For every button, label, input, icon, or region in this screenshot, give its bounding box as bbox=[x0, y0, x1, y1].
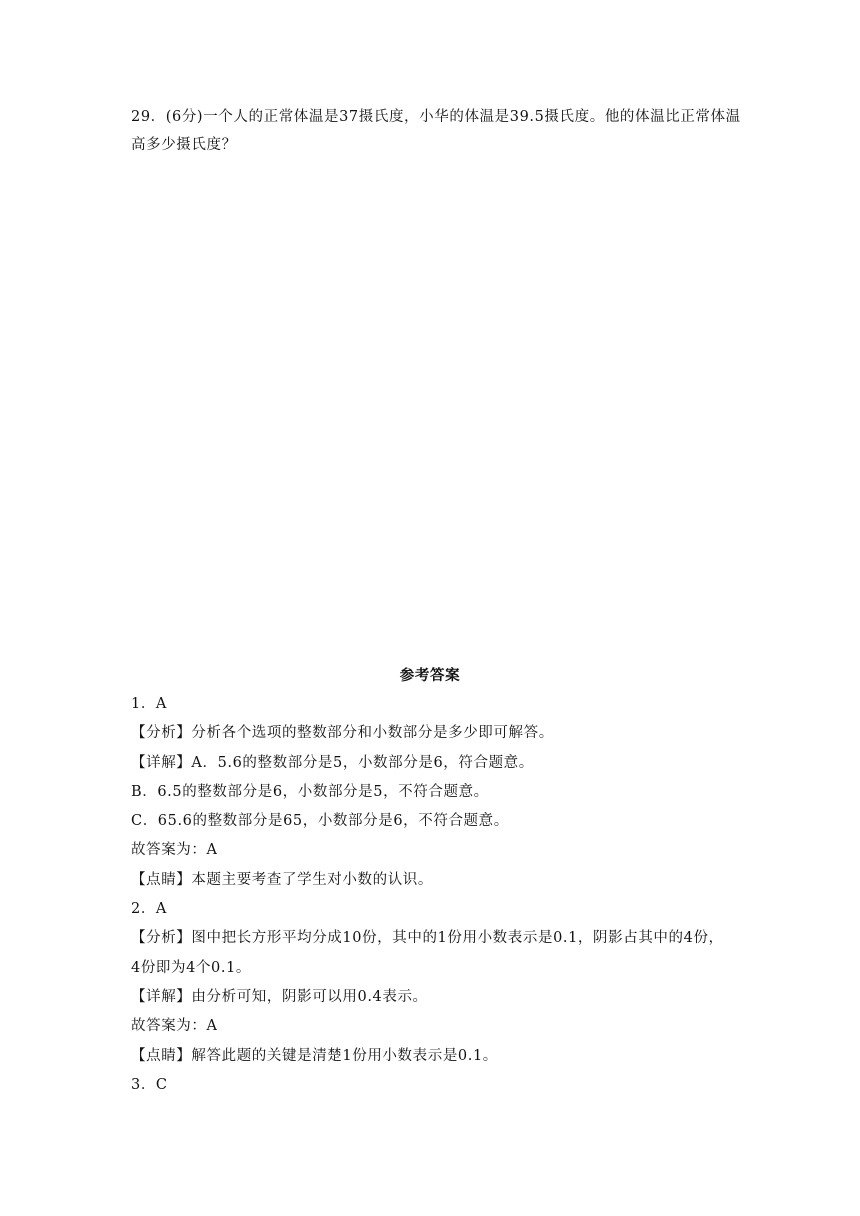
answer-line: 【分析】图中把长方形平均分成10份，其中的1份用小数表示是0.1，阴影占其中的4份， bbox=[131, 930, 724, 947]
answer-line: 【分析】分析各个选项的整数部分和小数部分是多少即可解答。 bbox=[131, 725, 554, 742]
answer-line: 【点睛】解答此题的关键是清楚1份用小数表示是0.1。 bbox=[131, 1047, 498, 1064]
answer-key-heading: 参考答案 bbox=[399, 667, 461, 684]
answer-line: B．6.5的整数部分是6，小数部分是5，不符合题意。 bbox=[131, 783, 489, 800]
question-text: 29．(6分)一个人的正常体温是37摄氏度，小华的体温是39.5摄氏度。他的体温比正常体温高多少摄氏度？ bbox=[131, 109, 741, 153]
answer-line: 2．A bbox=[131, 901, 167, 918]
answer-line: C．65.6的整数部分是65，小数部分是6，不符合题意。 bbox=[131, 813, 509, 830]
answer-line: 故答案为：A bbox=[131, 1018, 218, 1035]
answer-line: 【详解】由分析可知，阴影可以用0.4表示。 bbox=[131, 988, 428, 1005]
answer-line: 1．A bbox=[131, 696, 167, 712]
answer-line: 【详解】A．5.6的整数部分是5，小数部分是6，符合题意。 bbox=[131, 754, 534, 771]
answer-line: 4份即为4个0.1。 bbox=[131, 959, 252, 976]
answer-line: 故答案为：A bbox=[131, 842, 218, 859]
question-29 bbox=[131, 103, 741, 159]
answer-key-body bbox=[131, 690, 741, 1100]
answer-line: 3．C bbox=[131, 1076, 168, 1093]
answer-line: 【点睛】本题主要考查了学生对小数的认识。 bbox=[131, 871, 433, 888]
